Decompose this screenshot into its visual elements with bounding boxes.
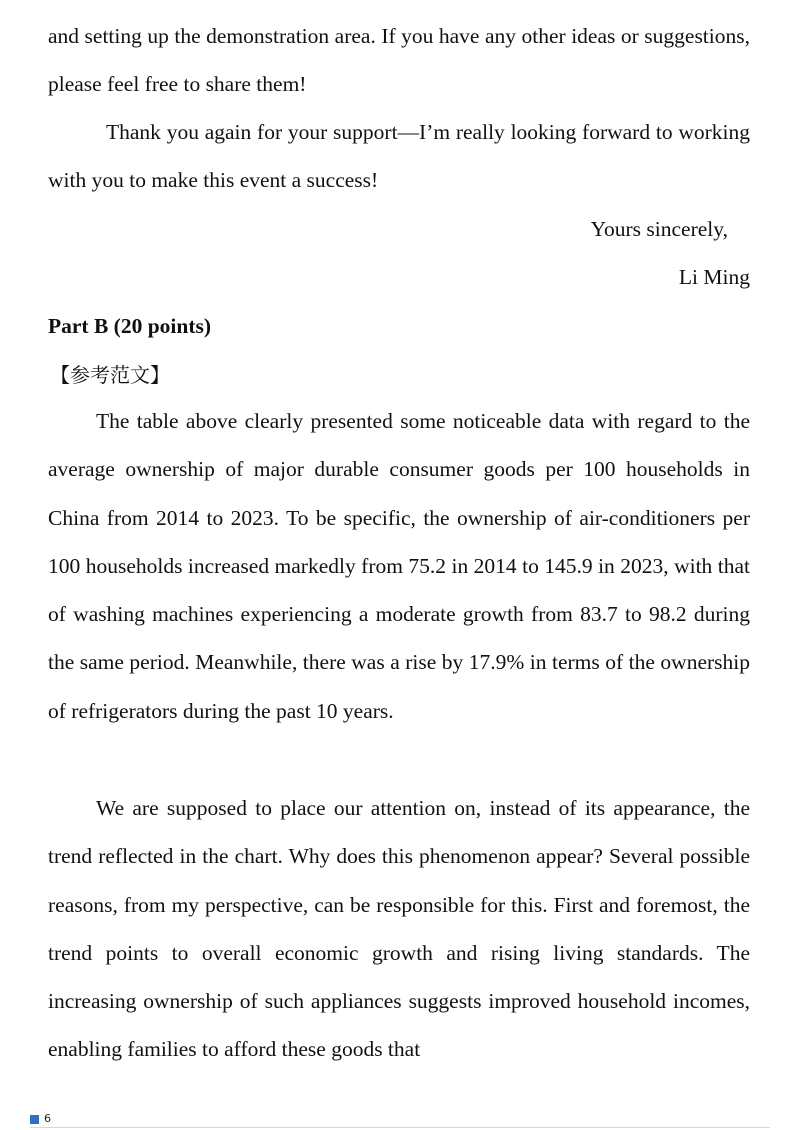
page-marker-square-icon bbox=[30, 1115, 39, 1124]
essay-paragraph-1: The table above clearly presented some noticeable data with regard to the average ownership of major durable consumer goods per 100 households in China from 2014 to 2023. To be specific, the ownership of air-conditioners per 100 households increased markedly from 75.2 in 2014 to 145.9 in 2023, with that of washing machines experiencing a moderate growth from 83.7 to 98.2 during the same period. Meanwhile, there was a rise by 17.9% in terms of the ownership of refrigerators during the past 10 years. bbox=[48, 409, 750, 723]
reference-essay-label: 【参考范文】 bbox=[50, 363, 170, 387]
footer-divider bbox=[30, 1127, 770, 1128]
letter-paragraph-1: and setting up the demonstration area. If you have any other ideas or suggestions, please feel free to share them! bbox=[48, 24, 750, 97]
essay-paragraph-2: We are supposed to place our attention on, instead of its appearance, the trend reflected in the chart. Why does this phenomenon appear? Several possible reasons, from my perspective, can be responsible for this. First and foremost, the trend points to overall economic growth and rising living standards. The increasing ownership of such appliances suggests improved household incomes, enabling families to afford these goods that bbox=[48, 796, 750, 1062]
part-b-heading: Part B (20 points) bbox=[48, 314, 212, 338]
page-footer bbox=[30, 1112, 51, 1126]
page-number: 6 bbox=[44, 1112, 51, 1125]
letter-closing: Yours sincerely, bbox=[590, 217, 728, 241]
letter-paragraph-2: Thank you again for your support—I’m really looking forward to working with you to make this event a success! bbox=[48, 120, 750, 193]
letter-signature: Li Ming bbox=[678, 265, 750, 289]
